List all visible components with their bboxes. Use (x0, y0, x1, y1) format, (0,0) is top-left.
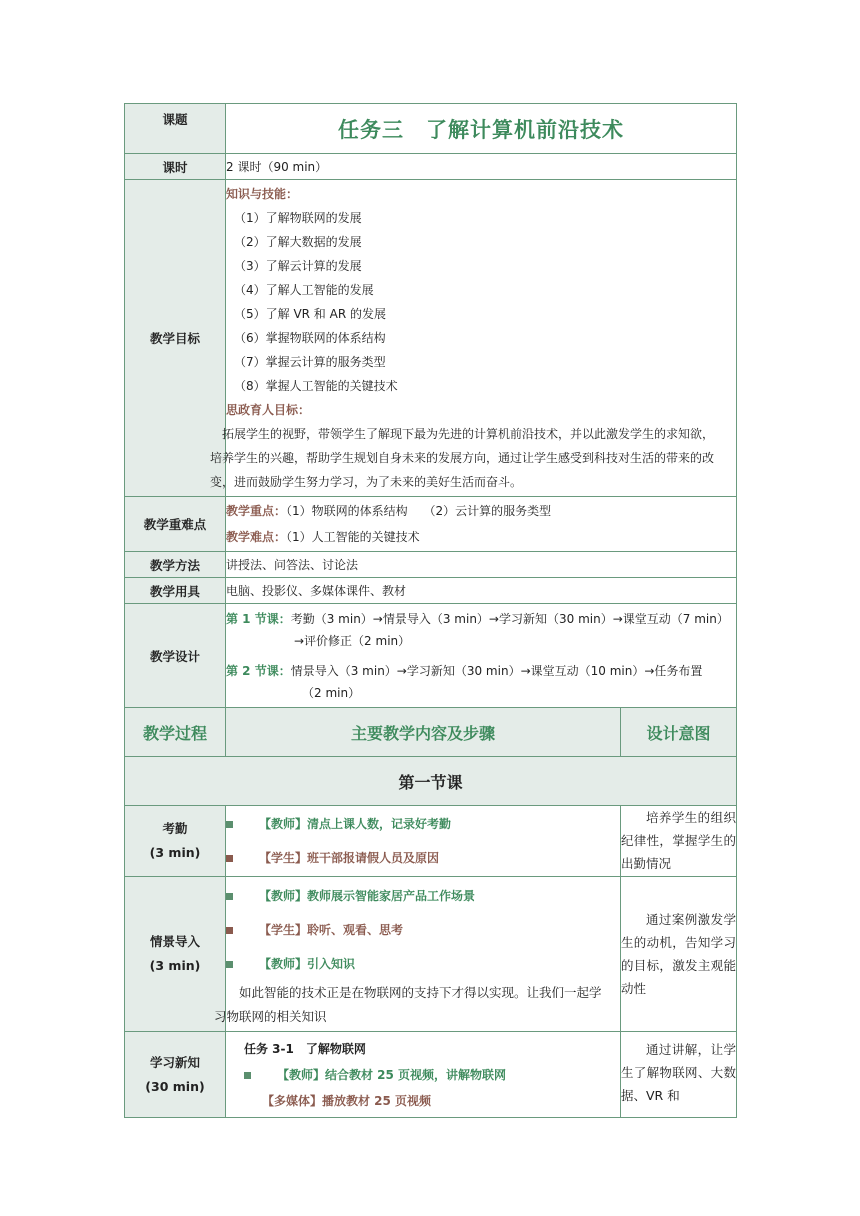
step-label-cell (125, 877, 226, 1032)
key-text: （1）物联网的体系结构 （2）云计算的服务类型 (286, 504, 552, 518)
step-intent: 通过案例激发学生的动机，告知学习的目标，激发主观能动性 (621, 877, 737, 1032)
task-title: 任务 3-1 了解物联网 (244, 1042, 366, 1056)
knowledge-heading: 知识与技能： (226, 187, 299, 201)
lesson2-cont: （2 min） (302, 685, 361, 700)
step-content (226, 1032, 621, 1118)
objective-item: （6）掌握物联网的体系结构 (234, 331, 386, 345)
lesson2-label: 第 2 节课： (226, 663, 291, 678)
difficulty-text: （1）人工智能的关键技术 (286, 530, 420, 544)
step-intent: 培养学生的组织纪律性，掌握学生的出勤情况 (621, 806, 737, 877)
design-cell (226, 604, 737, 708)
objectives-label: 教学目标 (125, 180, 226, 497)
difficulty-label: 教学难点： (226, 530, 287, 544)
step-line: 【教师】清点上课人数，记录好考勤 (259, 817, 452, 831)
objective-item: （1）了解物联网的发展 (234, 211, 362, 225)
key-label: 教学重点： (226, 504, 287, 518)
tools-value: 电脑、投影仪、多媒体课件、教材 (226, 578, 737, 604)
tools-label: 教学用具 (125, 578, 226, 604)
process-header-col3: 设计意图 (621, 708, 737, 757)
lesson2-text: 情景导入（3 min）→学习新知（30 min）→课堂互动（10 min）→任务布置 (290, 663, 703, 678)
lesson1-label: 第 1 节课： (226, 611, 291, 626)
key-points-label: 教学重难点 (125, 497, 226, 552)
key-points-cell (226, 497, 737, 552)
step-time: (30 min) (145, 1078, 205, 1094)
step-label: 学习新知 (149, 1054, 200, 1070)
bullet-icon (226, 821, 233, 828)
hours-label: 课时 (125, 154, 226, 180)
step-label-cell (125, 1032, 226, 1118)
design-label: 教学设计 (125, 604, 226, 708)
objective-item: （4）了解人工智能的发展 (234, 283, 374, 297)
step-content (214, 877, 621, 1032)
methods-value: 讲授法、问答法、讨论法 (226, 552, 737, 578)
bullet-icon (226, 961, 233, 968)
process-header-col2: 主要教学内容及步骤 (226, 708, 621, 757)
step-line: 【学生】班干部报请假人员及原因 (259, 851, 440, 865)
step-content (226, 806, 621, 877)
media-line: 【多媒体】播放教材 25 页视频 (262, 1094, 432, 1108)
bullet-icon (226, 855, 233, 862)
step-label-cell (125, 806, 226, 877)
section-title: 第一节课 (125, 757, 737, 806)
step-paragraph: 如此智能的技术正是在物联网的支持下才得以实现。让我们一起学习物联网的相关知识 (214, 985, 602, 1024)
objective-item: （5）了解 VR 和 AR 的发展 (234, 307, 386, 321)
step-line: 【教师】结合教材 25 页视频，讲解物联网 (277, 1068, 507, 1082)
objective-item: （8）掌握人工智能的关键技术 (234, 379, 398, 393)
bullet-icon (226, 927, 233, 934)
step-time: (3 min) (149, 845, 201, 860)
objective-item: （2）了解大数据的发展 (234, 235, 362, 249)
objective-item: （3）了解云计算的发展 (234, 259, 362, 273)
objective-item: （7）掌握云计算的服务类型 (234, 355, 386, 369)
bullet-icon (226, 893, 233, 900)
bullet-icon (244, 1072, 251, 1079)
lesson1-text: 考勤（3 min）→情景导入（3 min）→学习新知（30 min）→课堂互动（7 min） (290, 611, 729, 626)
step-label: 考勤 (162, 821, 188, 836)
methods-label: 教学方法 (125, 552, 226, 578)
page-title: 任务三 了解计算机前沿技术 (226, 104, 737, 154)
ideology-heading: 思政育人目标： (226, 403, 311, 417)
process-header-col1: 教学过程 (125, 708, 226, 757)
ideology-text: 拓展学生的视野，带领学生了解现下最为先进的计算机前沿技术，并以此激发学生的求知欲，培养学生的兴趣，帮助学生规划自身未来的发展方向，通过让学生感受到科技对生活的带来的改变，进而鼓励学生努力学习，为了未来的美好生活而奋斗。 (210, 427, 715, 489)
lesson1-cont: →评价修正（2 min） (294, 633, 411, 648)
topic-label: 课题 (125, 104, 226, 154)
step-line: 【学生】聆听、观看、思考 (259, 923, 404, 937)
step-intent: 通过讲解，让学生了解物联网、大数据、VR 和 (621, 1032, 737, 1118)
hours-value: 2 课时（90 min） (226, 154, 737, 180)
step-time: (3 min) (149, 958, 201, 973)
step-label: 情景导入 (149, 934, 200, 949)
objectives-cell (210, 180, 737, 497)
lesson-plan-table (124, 103, 737, 1118)
step-line: 【教师】引入知识 (259, 957, 356, 971)
step-line: 【教师】教师展示智能家居产品工作场景 (259, 889, 476, 903)
